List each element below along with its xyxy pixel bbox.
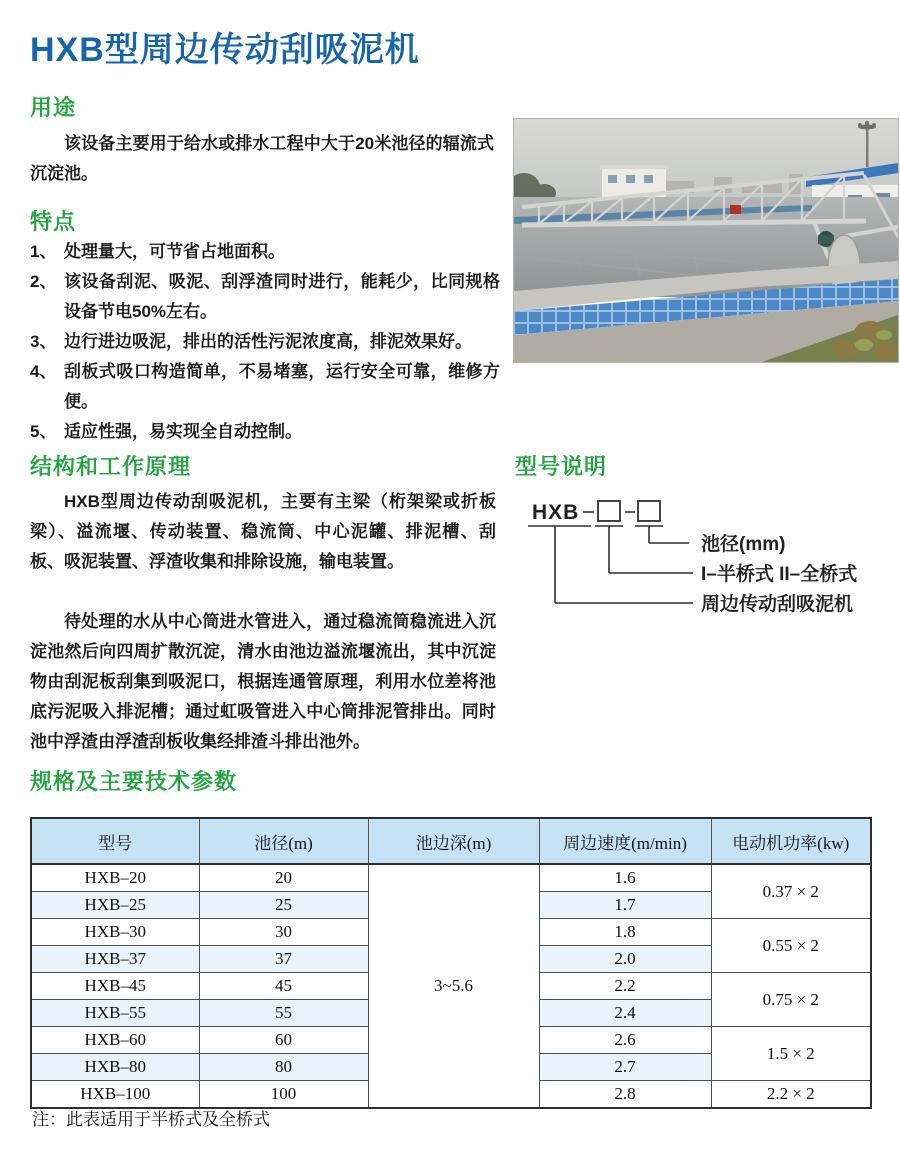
cell-diameter: 25 (199, 892, 368, 919)
cell-diameter: 37 (199, 946, 368, 973)
cell-diameter: 30 (199, 919, 368, 946)
cell-speed: 2.0 (539, 946, 711, 973)
cell-speed: 2.6 (539, 1027, 711, 1054)
feature-item (30, 357, 500, 417)
feature-number: 3、 (30, 332, 57, 351)
cell-speed: 1.6 (539, 864, 711, 892)
table-row (31, 864, 871, 892)
feature-number: 2、 (30, 272, 57, 291)
structure-heading: 结构和工作原理 (30, 454, 192, 479)
feature-text: 适应性强，易实现全自动控制。 (64, 422, 302, 441)
model-label-machine-name: 周边传动刮吸泥机 (701, 594, 854, 615)
table-note: 注：此表适用于半桥式及全桥式 (32, 1110, 270, 1129)
table-header-row (31, 818, 871, 864)
cell-model: HXB–100 (31, 1081, 199, 1109)
cell-model: HXB–25 (31, 892, 199, 919)
usage-body: 该设备主要用于给水或排水工程中大于20米池径的辐流式沉淀池。 (30, 134, 494, 183)
cell-diameter: 45 (199, 973, 368, 1000)
features-heading: 特点 (30, 209, 77, 234)
feature-text: 边行进边吸泥，排出的活性污泥浓度高，排泥效果好。 (64, 332, 472, 351)
cell-power-merged: 0.55 × 2 (711, 919, 871, 973)
header-diameter: 池径(m) (199, 818, 368, 864)
features-list (30, 237, 500, 447)
feature-item (30, 327, 500, 357)
product-photo (513, 118, 899, 363)
header-model: 型号 (31, 818, 199, 864)
cell-model: HXB–60 (31, 1027, 199, 1054)
model-heading: 型号说明 (515, 454, 608, 479)
cell-speed: 2.4 (539, 1000, 711, 1027)
spec-table (30, 817, 872, 1109)
structure-paragraph-2: 待处理的水从中心筒进水管进入，通过稳流筒稳流进入沉淀池然后向四周扩散沉淀，清水由池边溢流堰流出，其中沉淀物由刮泥板刮集到吸泥口，根据连通管原理，利用水位差将池底污泥吸入排泥槽；通过虹吸管进入中心筒排泥管排出。同时池中浮渣由浮渣刮板收集经排渣斗排出池外。 (30, 612, 496, 751)
cell-model: HXB–45 (31, 973, 199, 1000)
cell-speed: 2.7 (539, 1054, 711, 1081)
cell-model: HXB–20 (31, 864, 199, 892)
cell-model: HXB–37 (31, 946, 199, 973)
cell-diameter: 100 (199, 1081, 368, 1109)
cell-model: HXB–30 (31, 919, 199, 946)
feature-number: 4、 (30, 362, 57, 381)
product-photo-illustration (514, 119, 898, 362)
cell-diameter: 55 (199, 1000, 368, 1027)
header-depth: 池边深(m) (368, 818, 539, 864)
cell-speed: 2.2 (539, 973, 711, 1000)
cell-power-merged: 0.37 × 2 (711, 864, 871, 919)
model-prefix: HXB (532, 501, 580, 524)
model-label-bridge-type: I–半桥式 II–全桥式 (701, 564, 858, 585)
cell-model: HXB–80 (31, 1054, 199, 1081)
cell-speed: 2.8 (539, 1081, 711, 1109)
cell-diameter: 60 (199, 1027, 368, 1054)
cell-power: 2.2 × 2 (711, 1081, 871, 1109)
model-label-pool-diameter: 池径(mm) (701, 534, 786, 555)
cell-depth-merged: 3~5.6 (368, 864, 539, 1108)
header-speed: 周边速度(m/min) (539, 818, 711, 864)
spec-table-container (30, 817, 872, 1109)
feature-item (30, 417, 500, 447)
feature-text: 处理量大，可节省占地面积。 (64, 242, 285, 261)
feature-number: 5、 (30, 422, 57, 441)
cell-power-merged: 1.5 × 2 (711, 1027, 871, 1081)
structure-paragraph-1: HXB型周边传动刮吸泥机，主要有主梁（桁架梁或折板梁）、溢流堰、传动装置、稳流筒、中心泥罐、排泥槽、刮板、吸泥装置、浮渣收集和排除设施，输电装置。 (30, 492, 496, 571)
cell-model: HXB–55 (31, 1000, 199, 1027)
model-code-diagram (515, 488, 900, 623)
feature-item (30, 237, 500, 267)
feature-text: 该设备刮泥、吸泥、刮浮渣同时进行，能耗少，比同规格设备节电50%左右。 (64, 272, 500, 321)
cell-diameter: 20 (199, 864, 368, 892)
cell-speed: 1.8 (539, 919, 711, 946)
feature-text: 刮板式吸口构造简单，不易堵塞，运行安全可靠，维修方便。 (64, 362, 500, 411)
usage-heading: 用途 (30, 95, 77, 120)
specs-heading: 规格及主要技术参数 (30, 769, 238, 794)
page-title: HXB型周边传动刮吸泥机 (30, 31, 420, 69)
cell-speed: 1.7 (539, 892, 711, 919)
feature-item (30, 267, 500, 327)
cell-power-merged: 0.75 × 2 (711, 973, 871, 1027)
cell-diameter: 80 (199, 1054, 368, 1081)
feature-number: 1、 (30, 242, 57, 261)
header-power: 电动机功率(kw) (711, 818, 871, 864)
